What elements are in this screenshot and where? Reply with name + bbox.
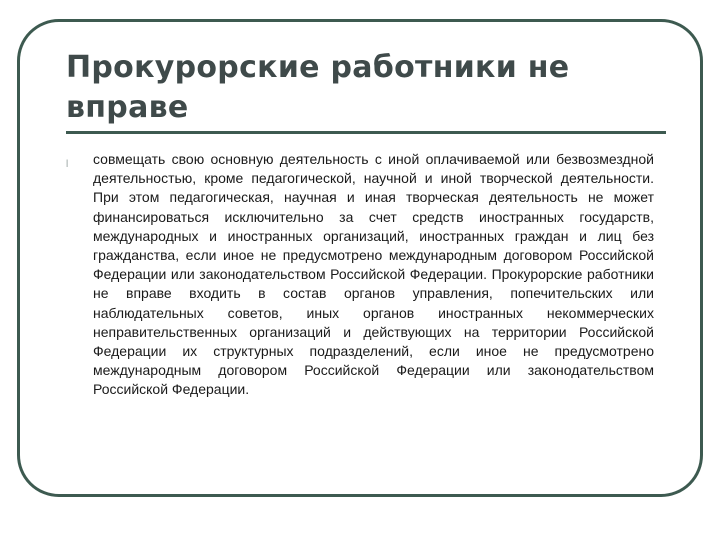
title-underline [66, 131, 666, 134]
slide-title: Прокурорские работники не вправе [66, 50, 570, 125]
bullet-text: совмещать свою основную деятельность с иной оплачиваемой или безвозмездной деятельностью, кроме педагогической, научной и иной творческой деятельности. При этом педагогическая, научная и иная творческая деятельность не может финансироваться исключительно за счет средств иностранных государств, международных и иностранных организаций, иностранных граждан и лиц без гражданства, если иное не предусмотрено международным договором Российской Федерации или законодательством Российской Федерации. Прокурорские работники не вправе входить в состав органов управления, попечительских или наблюдательных советов, иных органов иностранных некоммерческих неправительственных организаций и действующих на территории Российской Федерации их структурных подразделений, если иное не предусмотрено международным договором Российской Федерации или законодательством Российской Федерации. [93, 151, 654, 398]
bullet-marker: l [66, 159, 69, 170]
